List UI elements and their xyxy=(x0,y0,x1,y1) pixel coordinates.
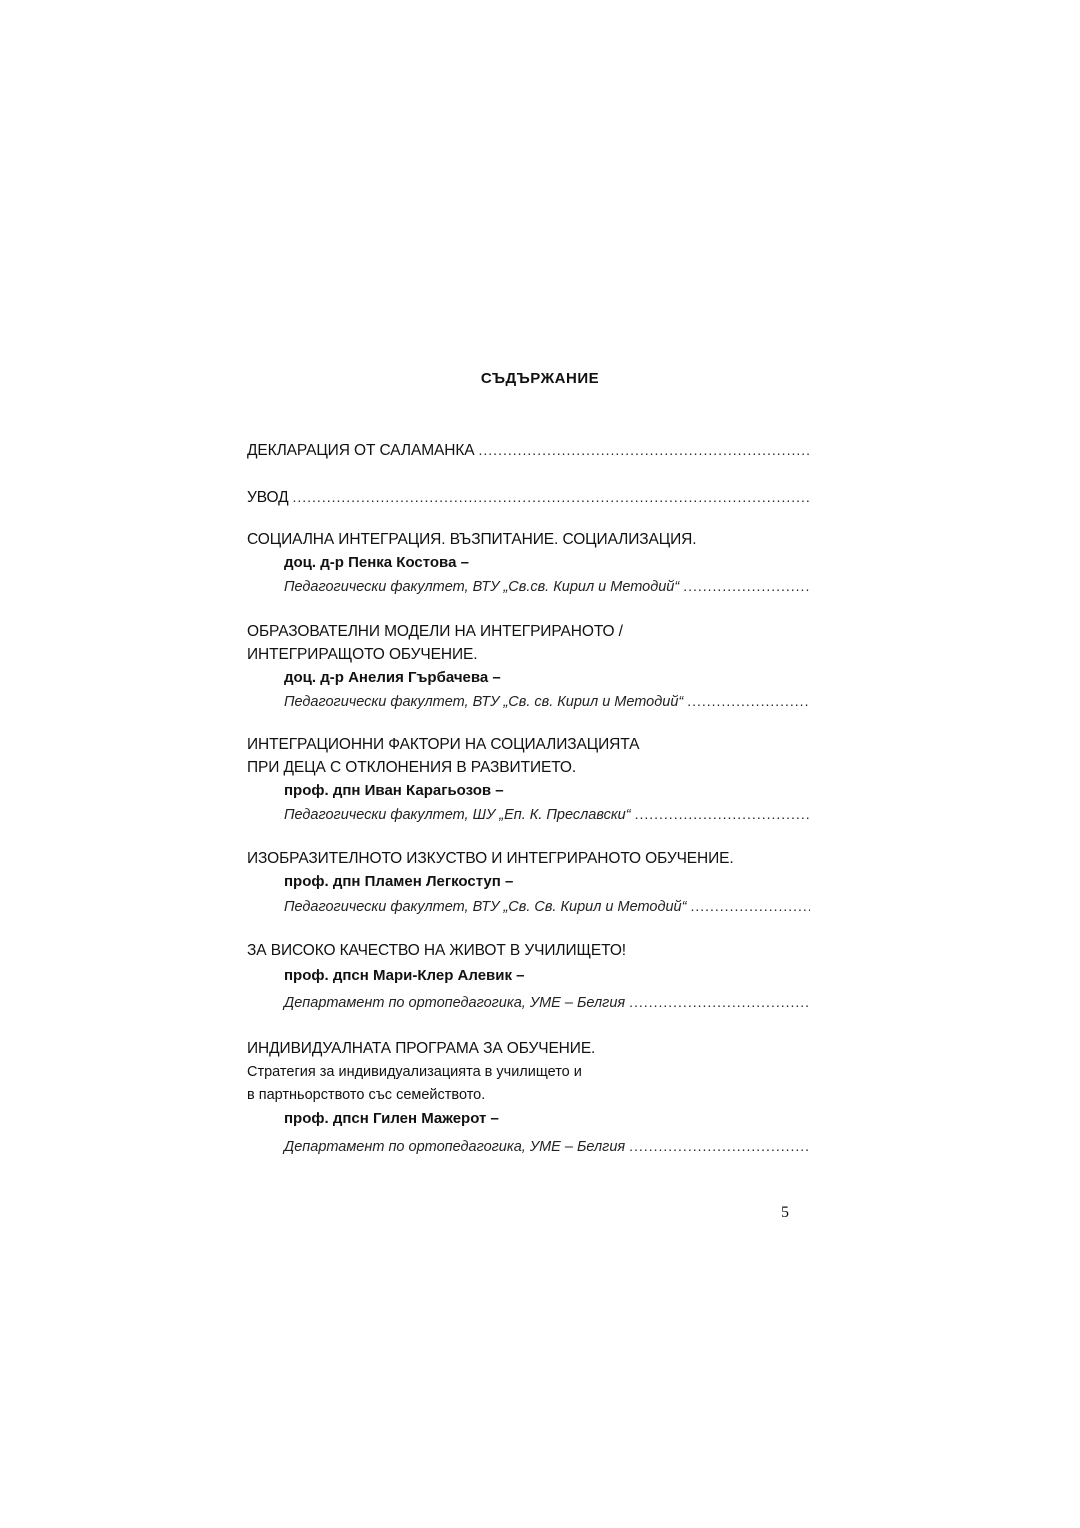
toc-entry-declaration[interactable] xyxy=(247,438,810,462)
toc-author xyxy=(284,1107,810,1131)
subtitle-text: в партньорството със семейството. xyxy=(247,1087,486,1103)
affiliation-text: Департамент по ортопедагогика, УМЕ – Белгия xyxy=(284,1139,626,1155)
toc-title: ПРИ ДЕЦА С ОТКЛОНЕНИЯ В РАЗВИТИЕТО. xyxy=(247,759,577,776)
toc-title: ДЕКЛАРАЦИЯ ОТ САЛАМАНКА xyxy=(247,442,475,459)
toc-author xyxy=(284,666,810,690)
page-title: СЪДЪРЖАНИЕ xyxy=(480,370,600,387)
toc-entry-introduction[interactable] xyxy=(247,485,810,509)
table-of-contents xyxy=(247,0,810,1528)
dot-leader xyxy=(629,990,810,1014)
page-number: 5 xyxy=(781,1204,789,1221)
toc-title: ИЗОБРАЗИТЕЛНОТО ИЗКУСТВО И ИНТЕГРИРАНОТО ОБУЧЕНИЕ. xyxy=(247,850,734,867)
toc-title: ИНТЕГРАЦИОННИ ФАКТОРИ НА СОЦИАЛИЗАЦИЯТА xyxy=(247,736,640,753)
toc-affiliation xyxy=(284,689,810,713)
toc-entry-title[interactable] xyxy=(247,847,810,871)
toc-entry-title[interactable] xyxy=(247,1037,810,1061)
author-name: проф. дпсн Мари-Клер Алевик – xyxy=(284,967,525,984)
toc-affiliation xyxy=(284,574,810,598)
toc-entry-title[interactable] xyxy=(247,939,810,963)
toc-subtitle xyxy=(247,1060,810,1084)
affiliation-text: Департамент по ортопедагогика, УМЕ – Белгия xyxy=(284,995,626,1011)
dot-leader xyxy=(635,802,810,826)
affiliation-text: Педагогически факултет, ВТУ „Св.св. Кирил и Методий“ xyxy=(284,579,680,595)
affiliation-text: Педагогически факултет, ШУ „Еп. К. Преславски“ xyxy=(284,807,631,823)
toc-entry-title[interactable] xyxy=(247,733,810,757)
toc-author xyxy=(284,551,810,575)
toc-author xyxy=(284,870,810,894)
toc-entry-title[interactable] xyxy=(247,528,810,552)
toc-title: ИНТЕГРИРАЩОТО ОБУЧЕНИЕ. xyxy=(247,646,478,663)
toc-author xyxy=(284,964,810,988)
toc-affiliation xyxy=(284,894,810,918)
toc-title: ЗА ВИСОКО КАЧЕСТВО НА ЖИВОТ В УЧИЛИЩЕТО! xyxy=(247,942,626,959)
toc-title: ИНДИВИДУАЛНАТА ПРОГРАМА ЗА ОБУЧЕНИЕ. xyxy=(247,1040,596,1057)
toc-affiliation xyxy=(284,990,810,1014)
toc-entry-title[interactable] xyxy=(247,620,810,644)
toc-entry-title-continued[interactable] xyxy=(247,756,810,780)
affiliation-text: Педагогически факултет, ВТУ „Св. св. Кирил и Методий“ xyxy=(284,694,684,710)
toc-affiliation xyxy=(284,1134,810,1158)
author-name: доц. д-р Пенка Костова – xyxy=(284,554,469,571)
author-name: доц. д-р Анелия Гърбачева – xyxy=(284,669,501,686)
toc-entry-title-continued[interactable] xyxy=(247,643,810,667)
dot-leader xyxy=(683,574,810,598)
dot-leader xyxy=(292,485,810,509)
toc-title: УВОД xyxy=(247,489,289,506)
toc-author xyxy=(284,779,810,803)
author-name: проф. дпсн Гилен Мажерот – xyxy=(284,1110,499,1127)
dot-leader xyxy=(690,894,810,918)
author-name: проф. дпн Пламен Легкоступ – xyxy=(284,873,514,890)
dot-leader xyxy=(629,1134,810,1158)
toc-title: СОЦИАЛНА ИНТЕГРАЦИЯ. ВЪЗПИТАНИЕ. СОЦИАЛИЗАЦИЯ. xyxy=(247,531,697,548)
toc-title: ОБРАЗОВАТЕЛНИ МОДЕЛИ НА ИНТЕГРИРАНОТО / xyxy=(247,623,623,640)
author-name: проф. дпн Иван Карагьозов – xyxy=(284,782,504,799)
dot-leader xyxy=(479,438,810,462)
affiliation-text: Педагогически факултет, ВТУ „Св. Св. Кирил и Методий“ xyxy=(284,899,687,915)
dot-leader xyxy=(687,689,810,713)
toc-subtitle xyxy=(247,1083,810,1107)
subtitle-text: Стратегия за индивидуализацията в училището и xyxy=(247,1064,582,1080)
toc-affiliation xyxy=(284,802,810,826)
